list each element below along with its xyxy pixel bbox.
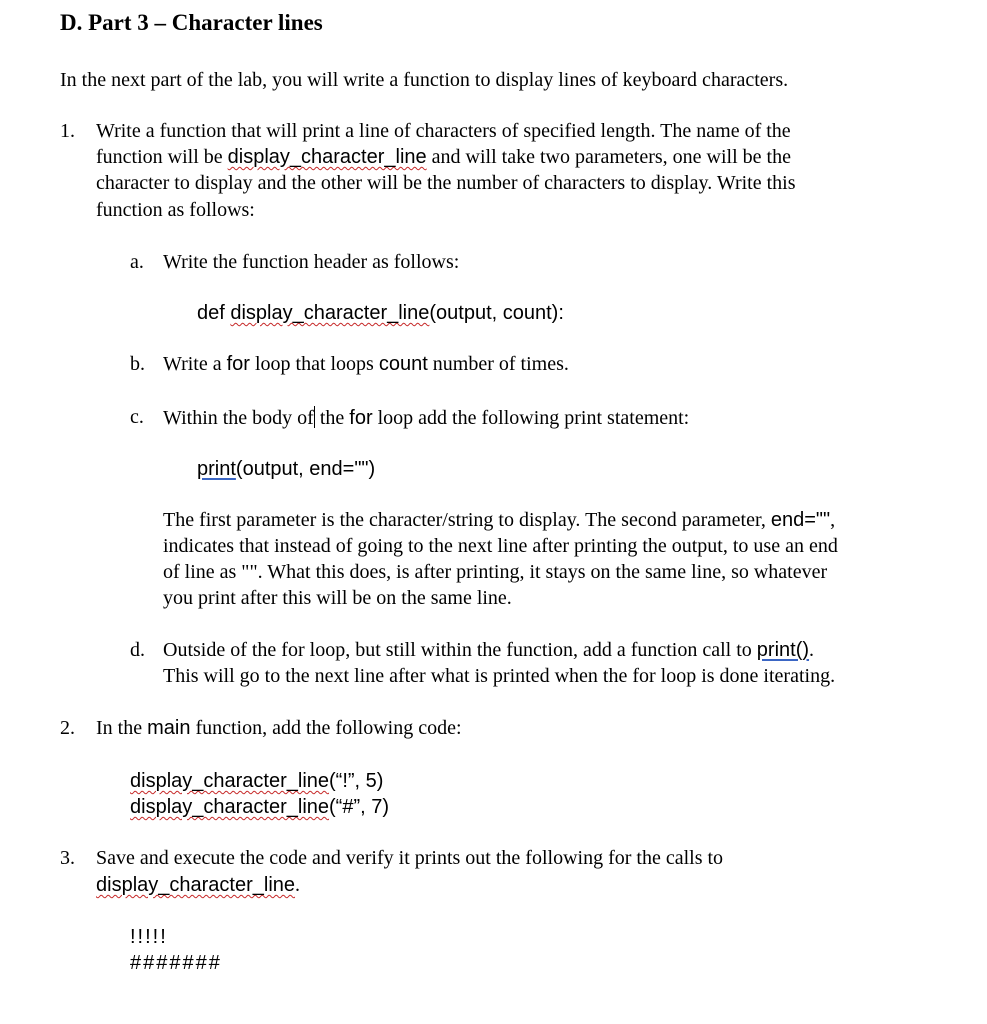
sub-d-line1: Outside of the for loop, but still within the function, add a function call to print(). [163,639,815,661]
sub-b-text: Write a for loop that loops count number of times. [163,353,569,375]
sub-a-text: Write the function header as follows: [163,251,460,273]
code-display-character-line: display_character_line [227,146,427,168]
sub-c-para-line2: indicates that instead of going to the next line after printing the output, to use an end [163,535,838,557]
sub-b-letter: b. [130,353,145,375]
sub-a-letter: a. [130,251,144,273]
intro-paragraph: In the next part of the lab, you will write a function to display lines of keyboard characters. [60,69,789,91]
sub-c-para-line3: of line as "". What this does, is after printing, it stays on the same line, so whatever [163,561,828,583]
sub-c-para-line1: The first parameter is the character/string to display. The second parameter, end="", [163,509,836,531]
step2-code-line1: display_character_line(“!”, 5) [130,770,384,792]
page-heading: D. Part 3 – Character lines [60,10,323,35]
output-line1: !!!!! [130,926,168,948]
step3-line1: Save and execute the code and verify it prints out the following for the calls to [96,847,724,869]
sub-c-code: print(output, end="") [197,458,376,480]
output-line2: ####### [130,952,222,974]
step2-text: In the main function, add the following code: [96,717,462,739]
sub-c-para-line4: you print after this will be on the same line. [163,587,512,609]
step2-number: 2. [60,717,75,739]
sub-a-code: def display_character_line(output, count): [197,302,564,324]
sub-d-line2: This will go to the next line after what is printed when the for loop is done iterating. [163,665,836,687]
sub-c-letter: c. [130,406,144,428]
step3-line2: display_character_line. [96,874,301,896]
step2-code-line2: display_character_line(“#”, 7) [130,796,390,818]
step1-line2: function will be display_character_line and will take two parameters, one will be the [96,146,791,168]
step1-line1: Write a function that will print a line of characters of specified length. The name of the [96,120,791,142]
sub-d-letter: d. [130,639,145,661]
step1-number: 1. [60,120,75,142]
step3-number: 3. [60,847,75,869]
step1-line3: character to display and the other will be the number of characters to display. Write this [96,172,796,194]
step1-line4: function as follows: [96,199,255,221]
sub-c-text: Within the body of the for loop add the following print statement: [163,407,690,429]
